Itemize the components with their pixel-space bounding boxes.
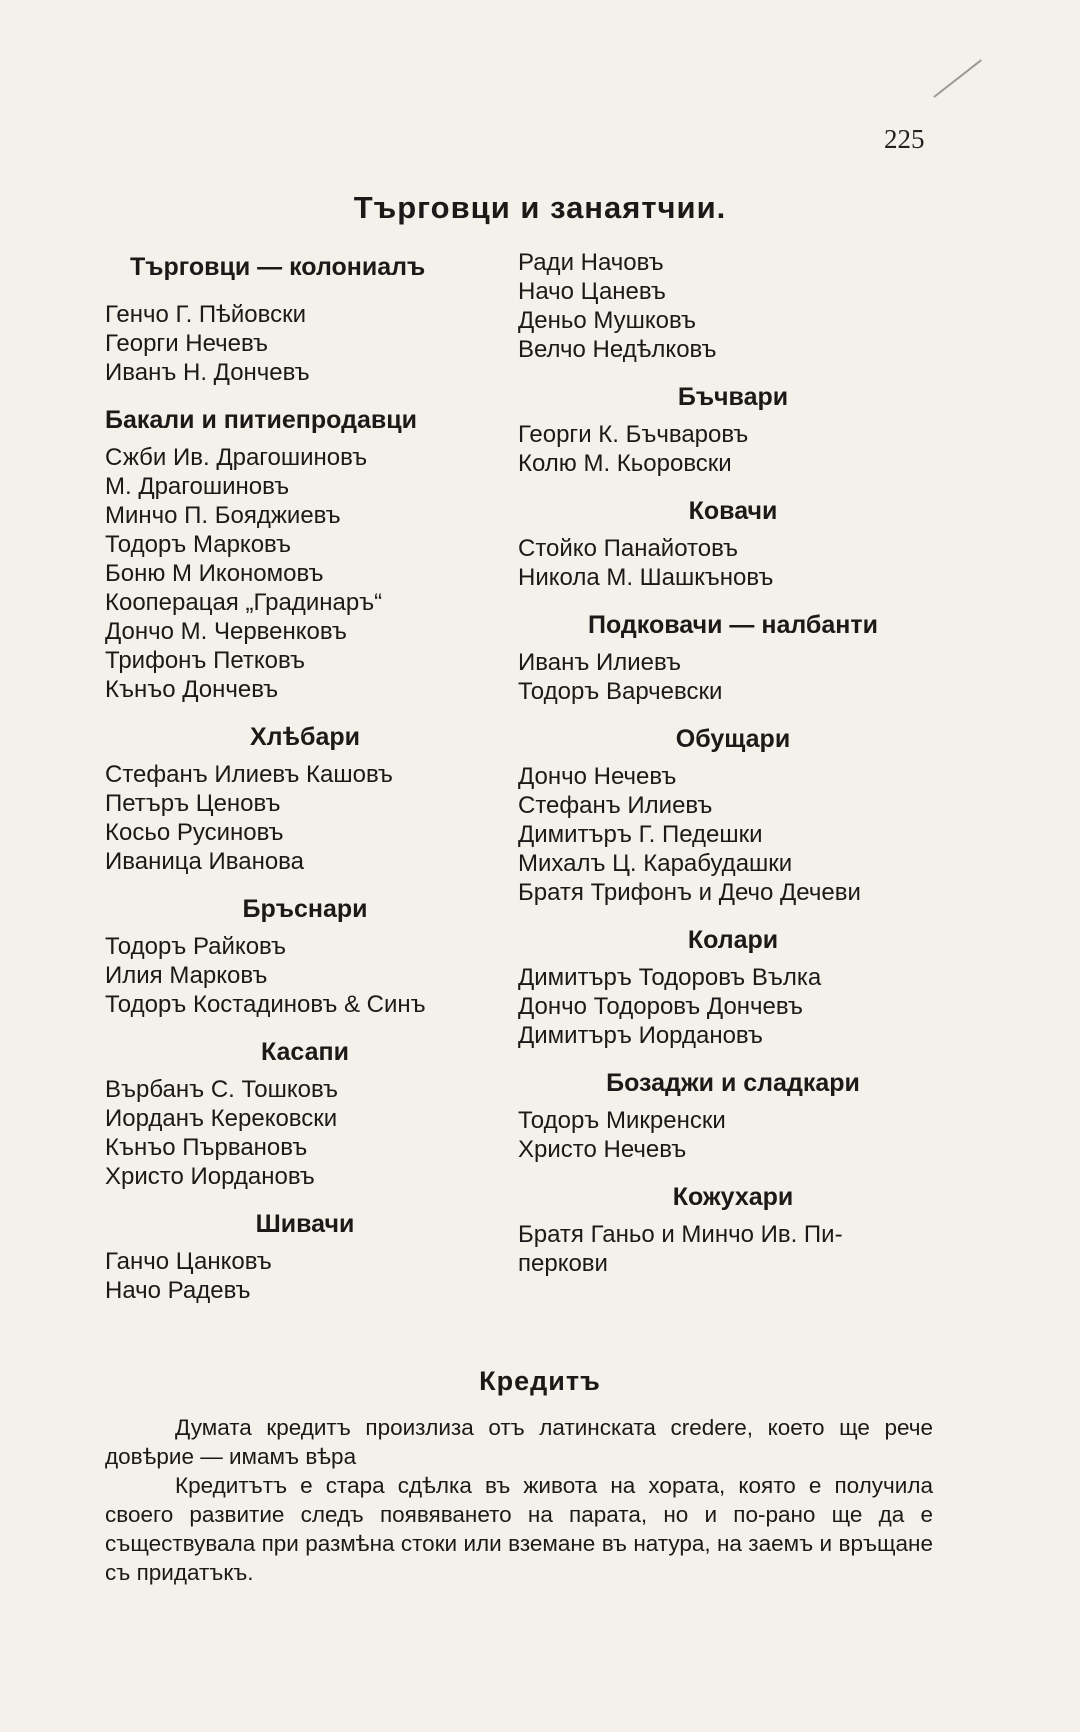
section-0 (518, 248, 948, 364)
section-heading: Обущари (675, 725, 791, 753)
section-3 (105, 894, 505, 1019)
section-heading: Шивачи (255, 1210, 355, 1238)
page-number: 225 (884, 124, 925, 154)
corner-mark (933, 59, 982, 98)
list-item: Стойко Панайотовъ (518, 535, 739, 562)
list-item: Георги К. Бъчваровъ (518, 421, 749, 448)
list-item: Христо Иордановъ (105, 1163, 315, 1190)
list-item: Дончо Нечевъ (518, 763, 677, 790)
list-item: Стефанъ Илиевъ Кашовъ (105, 761, 393, 788)
list-item: Тодоръ Варчевски (518, 678, 723, 705)
list-item: Тодоръ Микренски (518, 1107, 726, 1134)
section-0 (105, 252, 505, 387)
list-item: Петъръ Ценовъ (105, 790, 281, 817)
credit-paragraph: Думата кредитъ произлиза отъ латинската credere, което ще рече довѣрие — имамъ вѣра (105, 1415, 933, 1469)
list-item: Тодоръ Марковъ (105, 531, 291, 558)
list-item: Иорданъ Керековски (105, 1105, 338, 1132)
list-item: Минчо П. Бояджиевъ (105, 502, 341, 529)
list-item: Братя Трифонъ и Дечо Дечеви (518, 879, 861, 906)
list-item: Илия Марковъ (105, 962, 268, 989)
section-heading: Бръснари (242, 895, 368, 923)
section-heading: Кожухари (672, 1183, 794, 1211)
list-item: Георги Нечевъ (105, 330, 268, 357)
section-4 (105, 1037, 505, 1191)
list-item: Боню М Икономовъ (105, 560, 324, 587)
list-item: Димитъръ Г. Педешки (518, 821, 763, 848)
list-item: Ради Начовъ (518, 249, 664, 276)
list-item: Колю М. Кьоровски (518, 450, 732, 477)
section-3 (518, 610, 948, 706)
list-item: перкови (518, 1250, 608, 1277)
list-item: Христо Нечевъ (518, 1136, 687, 1163)
credit-heading: Кредитъ (479, 1366, 601, 1396)
list-item: Иванъ Илиевъ (518, 649, 681, 676)
list-item: Иваница Иванова (105, 848, 305, 875)
list-item: Кооперацая „Градинаръ“ (105, 589, 383, 616)
left-column (105, 248, 505, 1311)
section-heading: Бакали и питиепродавци (105, 406, 417, 434)
list-item: Кънъо Дончевъ (105, 676, 279, 703)
section-6 (518, 1068, 948, 1164)
section-2 (518, 496, 948, 592)
credit-paragraph: Кредитътъ е стара сдѣлка въ живота на хората, която е получила своего развитие следъ появяването на парата, но и по-рано ще да е съществувала при размѣна стоки или вземане въ натура, на заемъ и връщане съ придатъкъ. (105, 1473, 933, 1585)
list-item: Ганчо Цанковъ (105, 1248, 272, 1275)
list-item: Деньо Мушковъ (518, 307, 696, 334)
section-heading: Бозаджи и сладкари (606, 1069, 860, 1097)
list-item: Иванъ Н. Дончевъ (105, 359, 310, 386)
list-item: Сжби Ив. Драгошиновъ (105, 444, 368, 471)
list-item: Тодоръ Костадиновъ & Синъ (105, 991, 426, 1018)
section-heading: Хлѣбари (249, 723, 361, 751)
list-item: Косьо Русиновъ (105, 819, 284, 846)
list-item: Михалъ Ц. Карабудашки (518, 850, 793, 877)
list-item: Стефанъ Илиевъ (518, 792, 713, 819)
section-heading: Бъчвари (677, 383, 789, 411)
section-heading: Подковачи — налбанти (588, 611, 878, 639)
list-item: Начо Радевъ (105, 1277, 251, 1304)
list-item: Дончо М. Червенковъ (105, 618, 347, 645)
list-item: Тодоръ Райковъ (105, 933, 287, 960)
section-4 (518, 724, 948, 907)
list-item: Димитъръ Тодоровъ Вълка (518, 964, 822, 991)
section-7 (518, 1182, 948, 1278)
list-item: Генчо Г. Пѣйовски (105, 301, 307, 328)
section-5 (105, 1209, 505, 1305)
section-heading: Колари (687, 926, 779, 954)
list-item: Кънъо Първановъ (105, 1134, 308, 1161)
section-1 (518, 382, 948, 478)
list-item: Братя Ганьо и Минчо Ив. Пи- (518, 1221, 843, 1248)
credit-body (105, 1413, 933, 1587)
list-item: Никола М. Шашкъновъ (518, 564, 774, 591)
list-item: Димитъръ Иордановъ (518, 1022, 763, 1049)
section-2 (105, 722, 505, 876)
section-1 (105, 405, 505, 704)
section-heading: Касапи (260, 1038, 350, 1066)
list-item: Начо Цаневъ (518, 278, 666, 305)
list-item: Дончо Тодоровъ Дончевъ (518, 993, 803, 1020)
list-item: М. Драгошиновъ (105, 473, 290, 500)
page-title: Търговци и занаятчии. (353, 190, 727, 225)
section-heading: Ковачи (688, 497, 778, 525)
list-item: Върбанъ С. Тошковъ (105, 1076, 338, 1103)
section-heading: Търговци — колониалъ (130, 253, 426, 281)
right-column (518, 248, 948, 1284)
list-item: Трифонъ Петковъ (105, 647, 305, 674)
section-5 (518, 925, 948, 1050)
list-item: Велчо Недѣлковъ (518, 336, 717, 363)
